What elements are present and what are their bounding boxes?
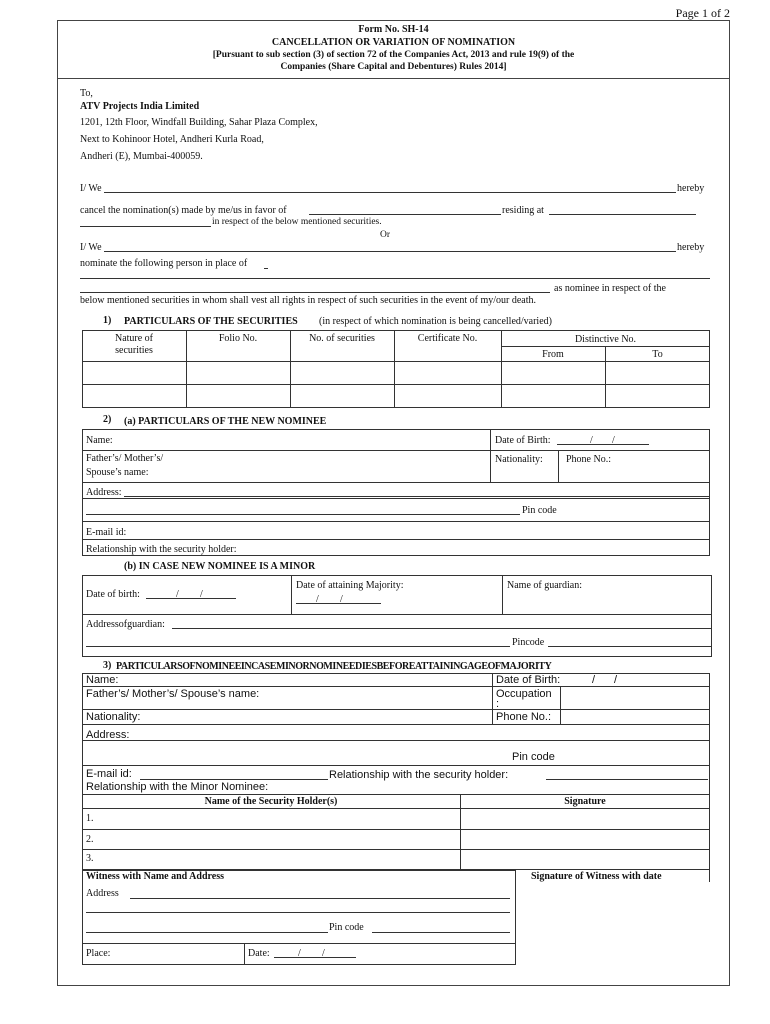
address-line-1: 1201, 12th Floor, Windfall Building, Sahar Plaza Complex, (80, 117, 318, 128)
minor-dob-field[interactable] (146, 598, 236, 599)
form-subtitle-1: [Pursuant to sub section (3) of section 72 of the Companies Act, 2013 and rule 19(9) of the (212, 50, 575, 60)
slash: / (322, 948, 325, 959)
slash: / (176, 589, 179, 600)
col-to: To (652, 349, 663, 360)
table-divider (82, 808, 710, 809)
minor-dob-label: Date of birth: (86, 589, 140, 600)
s3-rel-minor-label: Relationship with the Minor Nominee: (86, 781, 269, 793)
or-text: Or (380, 230, 391, 240)
section3-title: PARTICULARSOFNOMINEEINCASEMINORNOMINEEDIESBEFOREATTAININGAGEOFMAJORITY (116, 661, 552, 672)
table-divider (82, 709, 710, 710)
nominee-parent-label: Father’s/ Mother’s/ (86, 453, 164, 464)
nominee-line-2[interactable] (80, 292, 550, 293)
section1-title: PARTICULARS OF THE SECURITIES (124, 316, 298, 327)
page-number: Page 1 of 2 (675, 6, 730, 20)
nominee-address-field-2[interactable] (86, 514, 520, 515)
section1-number: 1) (103, 315, 112, 326)
s3-email-field[interactable] (140, 779, 328, 780)
to-label: To, (80, 88, 93, 99)
iwe-label-2: I/ We (80, 242, 102, 253)
slash: / (614, 674, 618, 686)
address-line-2: Next to Kohinoor Hotel, Andheri Kurla Road, (80, 134, 264, 145)
slash: / (340, 594, 343, 605)
s3-address-field[interactable] (138, 740, 710, 741)
witness-address-field-3[interactable] (86, 932, 328, 933)
s3-name-label: Name: (86, 674, 119, 686)
nominee-phone-label: Phone No.: (566, 454, 611, 465)
section2-number: 2) (103, 414, 112, 425)
holder-signature-col: Signature (564, 796, 606, 807)
s3-nationality-label: Nationality: (86, 711, 141, 723)
slash: / (316, 594, 319, 605)
table-divider (492, 673, 493, 724)
slash: / (612, 435, 615, 446)
table-divider (560, 686, 561, 724)
col-from: From (542, 349, 564, 360)
s3-phone-label: Phone No.: (496, 711, 552, 723)
col-folio: Folio No. (218, 333, 258, 344)
nominee-address-label: Address: (86, 487, 122, 498)
table-divider (82, 849, 710, 850)
section1-note: (in respect of which nomination is being cancelled/varied) (319, 316, 552, 327)
witness-pin-label: Pin code (329, 922, 364, 933)
table-divider (82, 943, 516, 944)
witness-date-label: Date: (248, 948, 270, 959)
guardian-address-label: Addressofguardian: (86, 619, 165, 630)
nominee-pin-label: Pin code (522, 505, 557, 516)
slash: / (592, 674, 596, 686)
table-divider (82, 521, 710, 522)
table-divider (501, 346, 710, 347)
s3-dob-field[interactable] (572, 686, 650, 687)
slash: / (200, 589, 203, 600)
section2b-title: (b) IN CASE NEW NOMINEE IS A MINOR (124, 561, 316, 572)
section3-number: 3) (103, 660, 112, 671)
table-divider (82, 384, 710, 385)
holder-row-2: 2. (86, 834, 94, 845)
col-nature-2: securities (115, 345, 153, 356)
guardian-pin-label: Pincode (512, 637, 545, 648)
guardian-address-field-2[interactable] (86, 646, 510, 647)
witness-place-label: Place: (86, 948, 111, 959)
witness-date-field[interactable] (274, 957, 356, 958)
form-title: CANCELLATION OR VARIATION OF NOMINATION (271, 37, 516, 48)
below-text: below mentioned securities in whom shall vest all rights in respect of such securities in the event of my/our death. (80, 295, 537, 306)
witness-title: Witness with Name and Address (86, 871, 224, 882)
nominee-relationship-label: Relationship with the security holder: (86, 544, 237, 555)
col-no-securities: No. of securities (309, 333, 375, 344)
witness-address-field[interactable] (130, 898, 510, 899)
witness-address-label: Address (86, 888, 119, 899)
nominee-line-1[interactable] (80, 278, 710, 279)
nominee-name-label: Name: (86, 435, 113, 446)
nominee-dob-label: Date of Birth: (495, 435, 551, 446)
table-divider (82, 794, 710, 795)
guardian-label: Name of guardian: (507, 580, 582, 591)
iwe-label-1: I/ We (80, 183, 102, 194)
header-divider (57, 78, 730, 79)
s3-relationship-label: Relationship with the security holder: (329, 769, 509, 781)
s3-occupation-label: Occupation (496, 688, 552, 700)
col-distinctive: Distinctive No. (574, 334, 637, 345)
hereby-label-2: hereby (677, 242, 705, 253)
in-respect-text: in respect of the below mentioned securities. (212, 217, 382, 227)
nominate-field[interactable] (264, 268, 268, 269)
holder-row-3: 3. (86, 853, 94, 864)
majority-label: Date of attaining Majority: (296, 580, 404, 591)
as-nominee-text: as nominee in respect of the (554, 283, 666, 294)
company-name: ATV Projects India Limited (80, 101, 200, 112)
s3-relationship-field[interactable] (546, 779, 708, 780)
table-divider (82, 539, 710, 540)
cancel-favor-field[interactable] (309, 214, 501, 215)
s3-address-label: Address: (86, 729, 130, 741)
s3-email-label: E-mail id: (86, 768, 132, 780)
table-divider (82, 450, 710, 451)
guardian-pin-field[interactable] (548, 646, 712, 647)
table-divider (490, 429, 491, 482)
table-divider (244, 943, 245, 965)
colon: : (496, 698, 500, 710)
nominee-spouse-label: Spouse’s name: (86, 467, 149, 478)
s3-dob-label: Date of Birth: (496, 674, 561, 686)
iwe-field-1[interactable] (104, 192, 676, 193)
slash: / (298, 948, 301, 959)
table-divider (709, 870, 710, 882)
form-subtitle-2: Companies (Share Capital and Debentures) Rules 2014] (280, 62, 507, 72)
col-certificate: Certificate No. (417, 333, 478, 344)
new-nominee-table (82, 429, 710, 556)
nominee-email-label: E-mail id: (86, 527, 127, 538)
col-nature: Nature of (114, 333, 154, 344)
holder-row-1: 1. (86, 813, 94, 824)
section2a-title: (a) PARTICULARS OF THE NEW NOMINEE (124, 416, 327, 427)
residing-at-field[interactable] (549, 214, 696, 215)
table-divider (291, 575, 292, 614)
table-divider (82, 829, 710, 830)
witness-pin-field[interactable] (372, 932, 510, 933)
nominee-dob-field[interactable] (557, 444, 649, 445)
s3-parent-label: Father’s/ Mother’s/ Spouse’s name: (86, 688, 260, 700)
s3-pin-label: Pin code (512, 751, 555, 763)
table-divider (82, 361, 710, 362)
table-divider (82, 765, 710, 766)
holder-name-col: Name of the Security Holder(s) (204, 796, 338, 807)
guardian-address-field[interactable] (172, 628, 712, 629)
cancel-text: cancel the nomination(s) made by me/us in favor of (80, 205, 287, 216)
address-line-3: Andheri (E), Mumbai-400059. (80, 151, 203, 162)
residing-at-label: residing at (502, 205, 544, 216)
securities-field[interactable] (80, 226, 211, 227)
form-number: Form No. SH-14 (358, 24, 429, 35)
witness-signature-title: Signature of Witness with date (531, 871, 662, 882)
nominee-nationality-label: Nationality: (495, 454, 543, 465)
hereby-label-1: hereby (677, 183, 705, 194)
table-divider (502, 575, 503, 614)
table-divider (82, 498, 710, 499)
table-divider (558, 450, 559, 482)
table-divider (82, 614, 712, 615)
majority-field[interactable] (296, 603, 381, 604)
nominate-text: nominate the following person in place of (80, 258, 248, 269)
witness-address-field-2[interactable] (86, 912, 510, 913)
table-divider (82, 482, 710, 483)
slash: / (590, 435, 593, 446)
iwe-field-2[interactable] (104, 251, 676, 252)
table-divider (82, 724, 710, 725)
nominee-address-field[interactable] (124, 496, 710, 497)
